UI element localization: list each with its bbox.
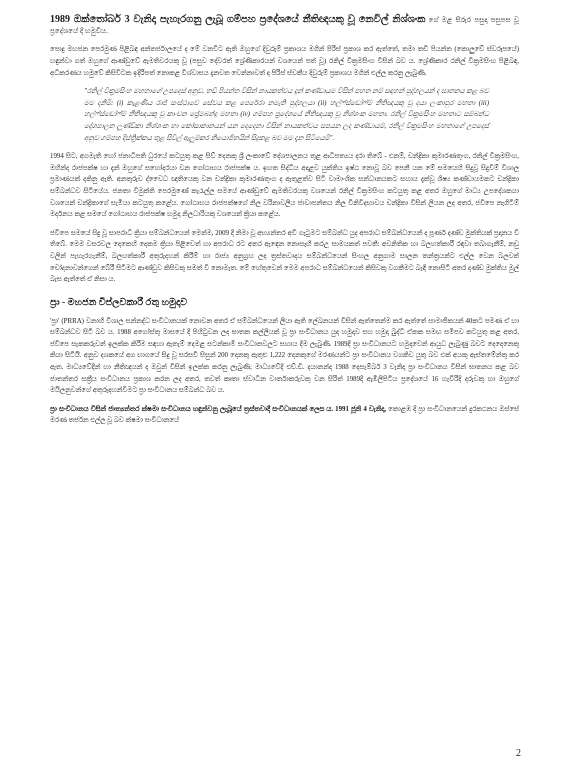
paragraph-impunity: ජවිපෙ සමයේ සිදු වූ සාපරාධී ක්‍රියා සම්බන්ධයෙන් මෙන්ම, 2009 දී නිමා වූ අභ්‍යන්තර අවි ගැටුමට සම්බන්ධ යුද අපරාධ සම්බන්ධයෙන් ද පූර්ණ දණ්ඩ මුක්තියක් ප්‍රදානය වී තිබේ. මෙම වසරවල දෙකෙහි දෙකම ක්‍රියා පිළිවෙත් හා අපරාධ රට අතර ඇඳෙන නොසෑහී කරඋ සාමයකත් පවතී: අවනිතික හා බලහත්කාරී රඳවා තබාගැනීම්, නඩු වලින් පැහැරගැනීම්, බලහත්කාරී අතුරුදහන් කිරීම් හා රාජ්‍ය අනුග්‍රහ ලද ත්‍රස්තවාදය සම්බන්ධයෙන් සිංහල අනුගාම සාලන තන්ත්‍රයන්ට එල්ල වෙන බලවත් චෝදනාවන්ගෙන් බේරී සිටීමට ආණ්ඩුව කිසිවකු සමත් වී නොමැත. මේ හේතුවෙන් මෙම අපරාධ සම්බන්ධයෙන් කිසිවකු වගකීමට බැඳී නොසිටි අතර දණ්ඩ මුක්තිය මුල් බැස ඇත්තේ ඒ නිසා ය. [50,229,519,284]
amnesty-text: කොළඹ දී ප්‍රා සංවිධානයෙන් දුරකථනය ඔස්සේ මරණ තර්ජන එල්ල වූ බව ක්ෂමා සංවිධානයේ [50,405,519,425]
paragraph-prra: 'ප්‍රා' (PRRA) වනාහි විශාල සන්නද්ධ සංවිධානයක් නොවන අතර ඒ සම්බන්ධයෙන් ලියා ඇති ලේඛනයන් විසින් ඇත්තෙන්ම කර ඇත්තේ සාමාජිකයන් 40කට පමණ ඒ හා සම්බන්ධව සිටි බව ය. 1988 අගෝස්තු මාසයේ දී පිහිටුවන ලද ඝාතක කල්ලියක් වූ ප්‍රා සංවිධානය යුද හමුදාව සහ හමුදා බුද්ධි ඒකක සමඟ සමීපව කටයුතු කළ අතර, ජවිපෙ සැකකරුවන් ඉලක්ක කිරීම සඳහා ඇතැම් දෙමළ සටන්කාමී සංවිධානවලට සහාය දීම ලැබුණි. 1989දී ප්‍රා සංවිධානයට හමුදාවෙන් ආයුධ ලැබුණු බවට දෙදෙනෙකු කියා සිටියී. අනුව දශකයේ අග භාගයේ සිදු වූ සරසවි සිසුන් 200 දෙනකු ඇතුළු 1,222 දෙනකුගේ මරණයන්ට ප්‍රා සංවිධානය වගකිව යුතු බව එක් අයකු ඇස්තමේන්තු කර ඇත. මාධ්‍යවේදීන් හා නීතිඥයන් ද ඔවුන් විසින් ඉලක්ක කරනු ලැබුණි; මාධ්‍යවේදී එච්.ඩී. දයානන්ද 1988 දෙසැම්බර් 3 වැනිදා ප්‍රා සංවිධානය විසින් ඝාතනය කළ බව ජාතන්තර සක්‍රීය සංවිධානය ප්‍රකාශ කරන ලද අතර, තවත් කෘතා ස්වාධීන වාර්තාකරුවකු වන සිරිත් 1989දී ඇඹිලිපිටිය ප්‍රදේශයේ 16 හැවිරිදි දරුවකු හා ඔහුගේ මයිලනුවන්ගේ අතුරුදහන්වීමට ප්‍රා සංවිධානය සම්බන්ධ බව ය. [50,317,519,395]
page-number: 2 [516,748,521,759]
opening-bold-text: 1989 ඔක්තෝබර් 3 වැනිදා පැහැරගනු ලැබූ ගම්පහ ප්‍රදේශයේ නීතිඥයකු වූ නෙවිල් නිශ්ශංක [50,14,426,25]
opening-text: ගේ මළ සිරුර පසුදා පසුපස වූ ප්‍රදේශයේ දී හමුවිය. [50,16,520,36]
paragraph-affidavit: පොදු මහජන පෙරමුණ පිළිබඳ අන්තර්ජාලයේ ද මේ වනවිට ඇති ඔහුගේ දිවුරුම් ප්‍රකාශය මගින් පිරිස් ප්‍රකාශ කර ඇත්තේ, තමා තඩි පියන්ත (කොලුවේ ස්වරූපයේ) හඳුන්වා ගත් ඔහුගේ ආණ්ඩුවේ ඇමතිවරයකු වූ (පසුව දේවරත් ශ්‍රේණිකාරයන් වශයෙන් පත් වූ) රනිල් වික්‍රමසිංහ විසින් බව ය. ශ්‍රේණිකාර රනිල් වික්‍රමසිංහ පිළිබඳ, අධිකරණය හමුවේ කිසිවිටක ඉදිරිපත් නොකළ විශ්වාසය දැනවත වෙන්නාවත් ද පිරිස් ස්වකීය දිවුරුම් ප්‍රකාශය මගින් එල්ල කරනු ලැබුණි. [50,46,519,77]
paragraph-leaders: 1994 සිට, අගමැති හෝ ජනාධිපති ධුරයේ කටයුතු කළ සිව් දෙනකු ශ්‍රී ලංකාවේ දේශපාලනය තුළ ආධිපත්‍යය දරා තිබේ - එනම්, චන්ද්‍රිකා කුමාරණතුංග, රනිල් වික්‍රමසිංහ, මහින්ද රාජපක්ෂ හා දැන් ඔහුගේ සහෝදරයා වන ගෝඨාභය රාජපක්ෂ ය. ඉහත සිද්ධිය අදාළව යුක්තිය ඉෂ්ඨ නොවූ බව පෙනී යන මේ සමයෙහි සිදුවූ සිදුවීම් විශාල ප්‍රමාණයක් දකිනු ඇති. අනතුරුව ද්වෛධ ඥාතියෙකු වන චන්ද්‍රිකා කුමාරණතුංග ද ඇතුළත්ව සිටි වාමාංශික සන්ධානයකට සහාය දැක්වූ ශිෂ්‍ය කණ්ඩායමකට චන්ද්‍රිකා සම්බන්ධව සිටියේය. ජනතා විමුක්ති පෙරමුණේ කැරැල්ල සමයේ ආණ්ඩුවේ ඇමතිවරයකු වශයෙන් රනිල් වික්‍රමසිංහ කටයුතු කළ අතර ඔහුගේ මාධ්‍ය උපදේශකයා වශයෙන් චන්ද්‍රිකාගේ සැමියා කටයුතු කළේය. ගෝඨාභය රාජපක්ෂගේ නිල වරිනාවලිය ජාවාපන්තය නිල විනිවිදභාවය චන්ද්‍රිකා විසින් ලියන ලද අතර, ජවිපෙ නැගිටීම් මර්දනය කළ සමයේ ගෝඨාභය රාජපක්ෂ හමුදා නිලධාරියකු වශයෙන් ක්‍රියා කළේය. [50,153,519,219]
affidavit-quote: "රනිල් වික්‍රමසිංහ මහතාගේ උපදෙස් අනුව, තඩි පියන්ත විසින් නායකත්වය දුන් කණ්ඩායම විසින් පහත නම් සඳහන් පුද්ගලයන් ද ඝාතනය කළ බව මම දනිමි: (i) කැළණිය රාජ් සංස්ථාවේ සේවය කළ පෙරේරා නමැති පුද්ගලයා (ii) හල්ෆ්ස්ඩෝෆ්ම් නීතිඥයකු වූ දයා ලංකාපුර මහතා (iii) හල්ෆ්ස්ඩෝෆ්ම් නීතිඥයකු වූ කාංචන ප්‍රේමබන්දු මහතා (iv) ගම්පහ ප්‍රදේශයේ නීතිඥයකු වූ නිශ්ශංක මහතා. රනිල් වික්‍රමසිංහ මහතාට සම්බන්ධ දේශපාලන ලූණ්ඩිකා නිශ්ශංක හා කෝසාකානයන් යන දෙදෙනා විසින් නායකත්වය සපයන ලද කණ්ඩායම්, රනිල් වික්‍රමසිංහ මහතාගේ උපදෙස් අනුව ගම්පහ දිස්ත්‍රික්කය තුළ සිවිල් ඇලුම්කර නියොජිතයින් සිදුකළ බව මම දැන සිටියෙමි". [84,88,489,142]
paragraph-amnesty [50,404,519,427]
amnesty-bold-text: ප්‍රා සංවිධානය විසින් ජාත්‍යන්තර ක්ෂමා සංවිධානය හඳුන්වනු ලැබූයේ ත්‍රස්තවාදී සංවිධානයක් ලෙස ය. 1991 ජූනි 4 වැනිදා, [50,405,387,413]
opening-paragraph [50,14,519,37]
section-heading: ප්‍රා - මහජන විප්ලවකාරී රතු හමුදාව [50,296,188,308]
